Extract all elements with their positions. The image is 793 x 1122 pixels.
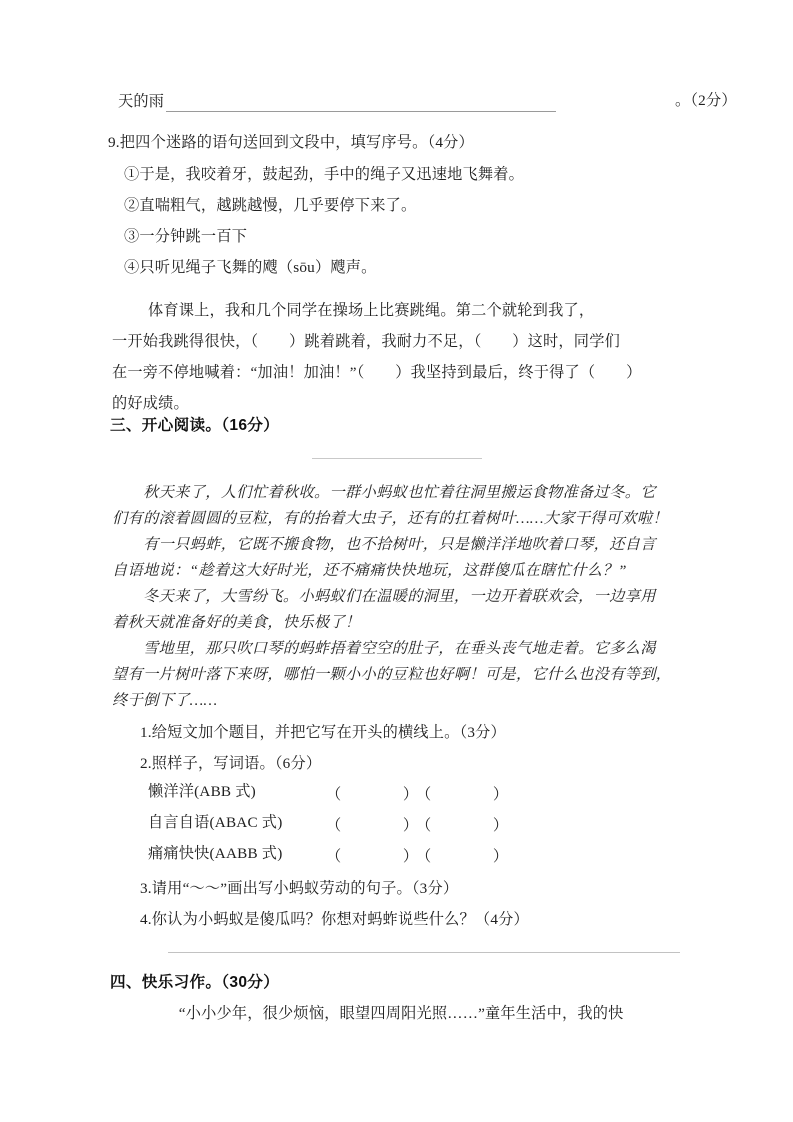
word-row-2-blank-1[interactable]: （ ） xyxy=(326,817,419,834)
q9-option-1: ①于是，我咬着牙，鼓起劲，手中的绳子又迅速地飞舞着。 xyxy=(124,166,525,183)
q9-passage-line-2: 一开始我跳得很快，（ ）跳着跳着，我耐力不足，（ ）这时，同学们 xyxy=(112,333,620,350)
reading-question-2: 2.照样子，写词语。（6分） xyxy=(140,755,322,772)
passage-line-6: 着秋天就准备好的美食，快乐极了！ xyxy=(112,614,361,631)
passage-line-1: 秋天来了，人们忙着秋收。一群小蚂蚁也忙着往洞里搬运食物准备过冬。它 xyxy=(112,484,656,501)
word-row-1-sample: 懒洋洋(ABB 式) xyxy=(148,783,256,800)
section-divider xyxy=(168,952,680,953)
passage-line-7: 雪地里，那只吹口琴的蚂蚱捂着空空的肚子，在垂头丧气地走着。它多么渴 xyxy=(112,640,656,657)
q8-tail-line xyxy=(118,92,737,111)
section-four-prompt: “小小少年，很少烦恼，眼望四周阳光照……”童年生活中，我的快 xyxy=(148,1005,624,1022)
q9-passage-line-3: 在一旁不停地喊着：“加油！加油！”（ ）我坚持到最后，终于得了（ ） xyxy=(112,364,642,381)
word-row-3 xyxy=(148,845,748,863)
passage-line-8: 望有一片树叶落下来呀，哪怕一颗小小的豆粒也好啊！可是，它什么也没有等到， xyxy=(112,666,672,683)
section-three-heading: 三、开心阅读。（16分） xyxy=(110,417,280,434)
section-four-heading: 四、快乐习作。（30分） xyxy=(110,974,280,991)
word-row-3-sample: 痛痛快快(AABB 式) xyxy=(148,845,283,862)
q9-option-4: ④只听见绳子飞舞的飕（sōu）飕声。 xyxy=(124,259,377,276)
q9-passage-line-4: 的好成绩。 xyxy=(112,395,189,412)
word-row-3-blank-1[interactable]: （ ） xyxy=(326,848,419,865)
q9-passage-line-1: 体育课上，我和几个同学在操场上比赛跳绳。第二个就轮到我了， xyxy=(148,302,595,319)
word-row-2-sample: 自言自语(ABAC 式) xyxy=(148,814,283,831)
passage-line-5: 冬天来了，大雪纷飞。小蚂蚁们在温暖的洞里，一边开着联欢会，一边享用 xyxy=(112,588,656,605)
reading-question-1: 1.给短文加个题目，并把它写在开头的横线上。（3分） xyxy=(140,724,506,741)
passage-title-blank[interactable] xyxy=(312,458,482,459)
word-row-2-blank-2[interactable]: （ ） xyxy=(416,817,509,834)
reading-question-3: 3.请用“～～”画出写小蚂蚁劳动的句子。（3分） xyxy=(140,880,459,897)
word-row-3-blank-2[interactable]: （ ） xyxy=(416,848,509,865)
word-row-1-blank-1[interactable]: （ ） xyxy=(326,786,419,803)
passage-line-9: 终于倒下了…… xyxy=(112,692,218,709)
passage-line-4: 自语地说：“趁着这大好时光，还不痛痛快快地玩，这群傻瓜在瞎忙什么？” xyxy=(112,562,627,579)
q9-option-3: ③一分钟跳一百下 xyxy=(124,228,248,245)
passage-line-3: 有一只蚂蚱，它既不搬食物，也不拾树叶，只是懒洋洋地吹着口琴，还自言 xyxy=(112,536,656,553)
q8-lead-text: 天的雨 xyxy=(118,93,165,110)
word-row-1-blank-2[interactable]: （ ） xyxy=(416,786,509,803)
q8-answer-blank[interactable] xyxy=(166,111,556,112)
q9-stem: 9.把四个迷路的语句送回到文段中，填写序号。（4分） xyxy=(108,134,474,151)
passage-line-2: 们有的滚着圆圆的豆粒，有的抬着大虫子，还有的扛着树叶……大家干得可欢啦！ xyxy=(112,510,668,527)
reading-question-4: 4.你认为小蚂蚁是傻瓜吗？你想对蚂蚱说些什么？（4分） xyxy=(140,911,529,928)
q8-trailing-text: 。（2分） xyxy=(675,92,737,109)
word-row-2 xyxy=(148,814,748,832)
word-row-1 xyxy=(148,783,748,801)
q9-option-2: ②直喘粗气，越跳越慢，几乎要停下来了。 xyxy=(124,197,417,214)
